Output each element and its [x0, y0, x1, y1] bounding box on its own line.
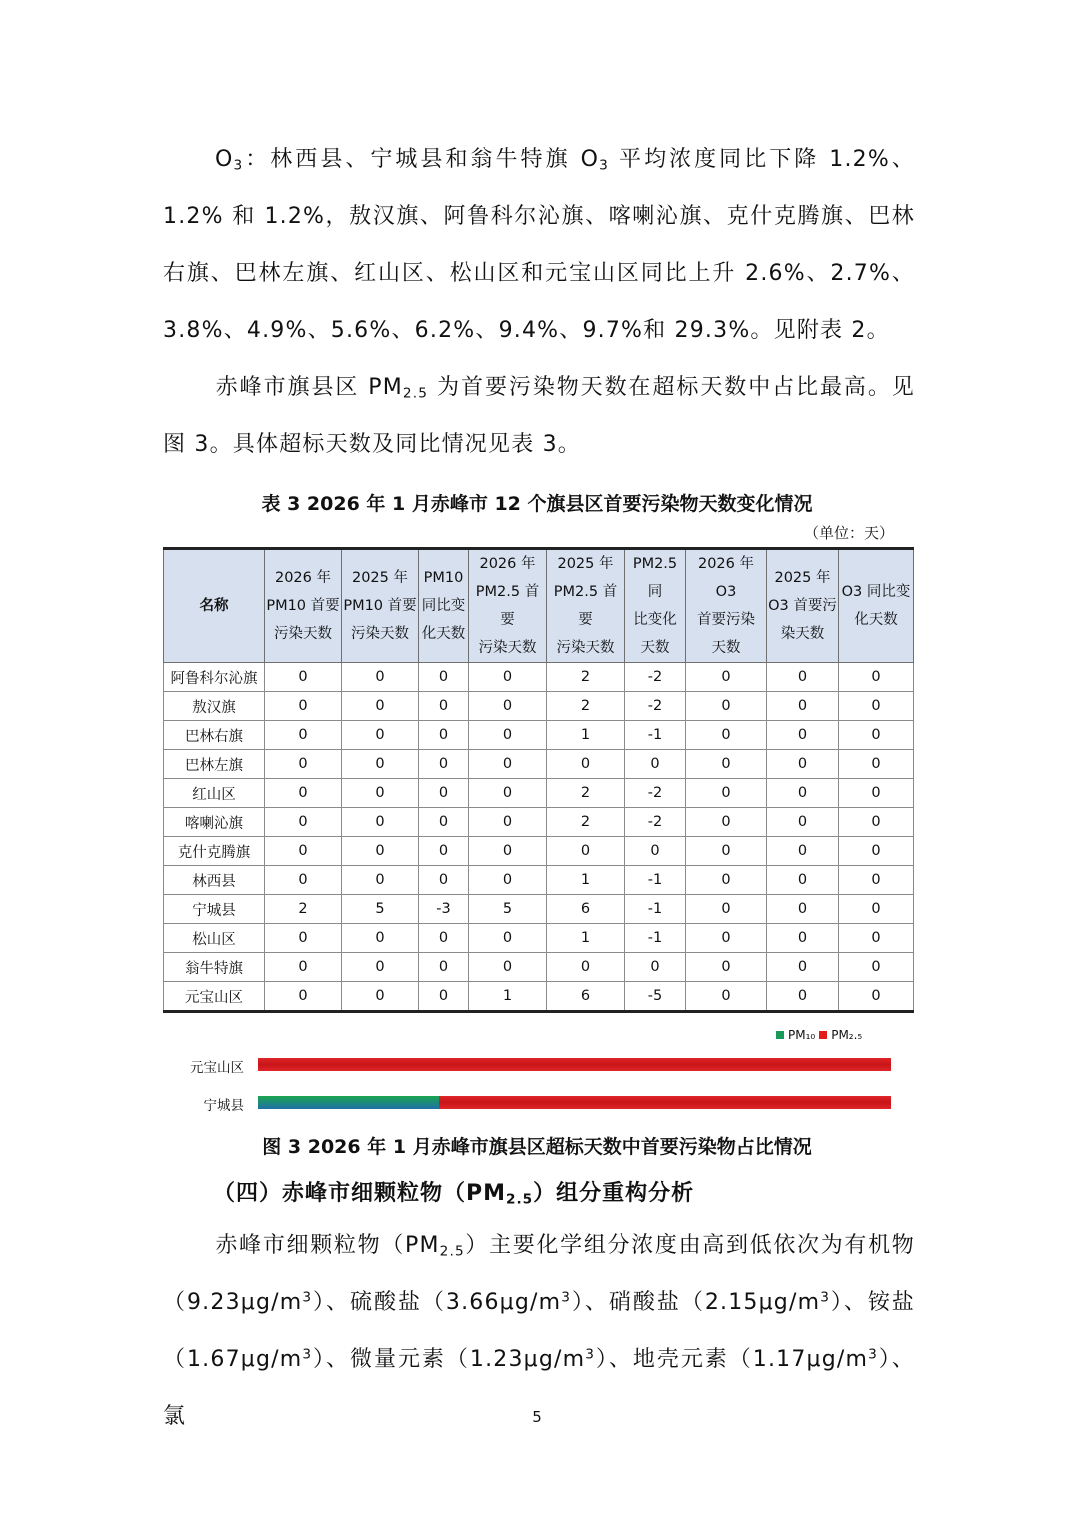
- table-row: [164, 837, 914, 866]
- header-col-4: 2026 年 PM2.5 首要 污染天数: [469, 549, 547, 663]
- table-cell: 0: [767, 895, 839, 924]
- table-unit: （单位：天）: [803, 524, 894, 542]
- table-cell: 0: [839, 808, 914, 837]
- table-cell: 0: [342, 982, 419, 1012]
- table-cell: 0: [767, 808, 839, 837]
- table-cell: 0: [342, 924, 419, 953]
- table-cell: 0: [839, 982, 914, 1012]
- bar-segment-pm25: [439, 1096, 891, 1109]
- table-row: [164, 924, 914, 953]
- row-name-cell: 松山区: [164, 924, 265, 953]
- header-col-5: 2025 年 PM2.5 首要 污染天数: [547, 549, 625, 663]
- table-cell: 0: [419, 692, 469, 721]
- table-cell: 0: [265, 953, 342, 982]
- table-cell: 2: [547, 808, 625, 837]
- table-cell: 0: [686, 779, 767, 808]
- table-cell: 0: [342, 779, 419, 808]
- table-cell: 0: [686, 663, 767, 692]
- table-body: [164, 663, 914, 1012]
- header-col-8: 2025 年 O3 首要污 染天数: [767, 549, 839, 663]
- table-cell: 0: [686, 692, 767, 721]
- table-cell: 0: [419, 779, 469, 808]
- pm25-paragraph: 赤峰市旗县区 $PM_{2.5}$ 为首要污染物天数在超标天数中占比最高。见图 3。具体超标天数及同比情况见表 3。: [163, 375, 915, 457]
- table-cell: 0: [419, 924, 469, 953]
- table-cell: 0: [265, 663, 342, 692]
- row-name-cell: 巴林左旗: [164, 750, 265, 779]
- table-cell: 0: [686, 721, 767, 750]
- table-cell: -2: [625, 808, 686, 837]
- table-cell: 1: [469, 982, 547, 1012]
- table-cell: 0: [839, 953, 914, 982]
- page-number: 5: [532, 1408, 542, 1426]
- table-cell: 1: [547, 721, 625, 750]
- bar-row: [258, 1096, 891, 1109]
- table-cell: 0: [469, 663, 547, 692]
- table-cell: 0: [839, 721, 914, 750]
- table-cell: 0: [686, 953, 767, 982]
- header-col-6: PM2.5 同 比变化 天数: [625, 549, 686, 663]
- table-row: [164, 953, 914, 982]
- table-cell: 0: [342, 953, 419, 982]
- table-cell: 0: [767, 837, 839, 866]
- header-col-9: O3 同比变 化天数: [839, 549, 914, 663]
- table-cell: -3: [419, 895, 469, 924]
- table-row: [164, 750, 914, 779]
- table-cell: 0: [767, 750, 839, 779]
- figure-caption: 图 3 2026 年 1 月赤峰市旗县区超标天数中首要污染物占比情况: [262, 1136, 812, 1158]
- table-cell: 0: [469, 808, 547, 837]
- table-cell: -2: [625, 692, 686, 721]
- table-cell: -1: [625, 895, 686, 924]
- table-cell: 0: [469, 953, 547, 982]
- table-cell: 0: [469, 924, 547, 953]
- table-cell: 0: [265, 982, 342, 1012]
- table-cell: 0: [839, 692, 914, 721]
- table-cell: 0: [469, 692, 547, 721]
- table-cell: 0: [419, 750, 469, 779]
- header-col-7: 2026 年 O3 首要污染 天数: [686, 549, 767, 663]
- table-cell: 0: [686, 837, 767, 866]
- table-cell: 2: [265, 895, 342, 924]
- table-cell: 0: [265, 750, 342, 779]
- table-cell: 0: [342, 663, 419, 692]
- table-cell: 0: [839, 866, 914, 895]
- table-cell: 0: [767, 866, 839, 895]
- table-cell: 0: [686, 808, 767, 837]
- table-cell: 0: [839, 924, 914, 953]
- table-cell: 0: [686, 750, 767, 779]
- table-row: [164, 808, 914, 837]
- table-cell: -1: [625, 924, 686, 953]
- table-cell: 0: [767, 692, 839, 721]
- table-cell: 0: [265, 924, 342, 953]
- table-cell: 2: [547, 663, 625, 692]
- table-cell: 0: [547, 953, 625, 982]
- row-name-cell: 红山区: [164, 779, 265, 808]
- bar-segment-pm25: [258, 1058, 891, 1071]
- pollutant-days-table: [163, 547, 914, 1013]
- row-name-cell: 林西县: [164, 866, 265, 895]
- o3-paragraph: $O_3$：林西县、宁城县和翁牛特旗 $O_3$ 平均浓度同比下降 1.2%、1.2% 和 1.2%，敖汉旗、阿鲁科尔沁旗、喀喇沁旗、克什克腾旗、巴林右旗、巴林左旗、红山区、松山区和元宝山区同比上升 2.6%、2.7%、3.8%、4.9%、5.6%、6.2%、9.4%、9.7%和 29.3%。见附表 2。: [163, 147, 915, 343]
- table-cell: -2: [625, 779, 686, 808]
- row-name-cell: 阿鲁科尔沁旗: [164, 663, 265, 692]
- table-cell: 0: [767, 982, 839, 1012]
- row-name-cell: 克什克腾旗: [164, 837, 265, 866]
- table-cell: -1: [625, 866, 686, 895]
- table-header-row: [164, 549, 914, 663]
- table-cell: 0: [839, 663, 914, 692]
- table-cell: 0: [686, 982, 767, 1012]
- table-cell: 0: [839, 750, 914, 779]
- table-row: [164, 982, 914, 1012]
- bar-label: 宁城县: [203, 1098, 244, 1114]
- table-cell: 0: [839, 895, 914, 924]
- table-row: [164, 895, 914, 924]
- component-paragraph: 赤峰市细颗粒物$(PM_{2.5})$主要化学组分浓度由高到低依次为有机物$(9.23\mu g/m^3)$、硫酸盐$(3.66\mu g/m^3)$、硝酸盐$(2.15\mu g/m^3)$、铵盐$(1.67\mu g/m^3)$、微量元素$(1.23\mu g/m^3)$、地壳元素$(1.17\mu g/m^3)$、氯: [163, 1233, 916, 1429]
- table-cell: 0: [265, 692, 342, 721]
- table-caption: 表 3 2026 年 1 月赤峰市 12 个旗县区首要污染物天数变化情况: [261, 493, 813, 515]
- table-cell: 0: [419, 982, 469, 1012]
- o3-sub: 3: [599, 157, 610, 174]
- table-cell: -2: [625, 663, 686, 692]
- table-cell: 2: [547, 692, 625, 721]
- table-cell: 0: [419, 663, 469, 692]
- row-name-cell: 巴林右旗: [164, 721, 265, 750]
- bar-row: [258, 1058, 891, 1071]
- table-row: [164, 692, 914, 721]
- header-col-1: 2026 年 PM10 首要 污染天数: [265, 549, 342, 663]
- chart-legend: [776, 1028, 862, 1042]
- table-cell: 0: [342, 692, 419, 721]
- table-cell: 0: [342, 837, 419, 866]
- table-cell: 5: [342, 895, 419, 924]
- table-cell: 0: [265, 808, 342, 837]
- table-cell: 0: [419, 837, 469, 866]
- table-cell: 1: [547, 866, 625, 895]
- table-cell: 0: [342, 808, 419, 837]
- table-cell: 6: [547, 895, 625, 924]
- table-cell: 0: [625, 837, 686, 866]
- table-cell: 0: [469, 750, 547, 779]
- table-cell: 0: [767, 779, 839, 808]
- table-cell: 0: [469, 779, 547, 808]
- legend-swatch-pm10: [776, 1031, 784, 1039]
- table-cell: 0: [547, 837, 625, 866]
- table-row: [164, 779, 914, 808]
- section-heading: （四）赤峰市细颗粒物$(PM_{2.5})$组分重构分析: [213, 1181, 695, 1208]
- header-name: 名称: [164, 549, 265, 663]
- table-cell: 0: [767, 953, 839, 982]
- table-cell: 0: [265, 721, 342, 750]
- bar-label: 元宝山区: [190, 1060, 244, 1076]
- table-cell: 0: [419, 721, 469, 750]
- table-row: [164, 721, 914, 750]
- header-col-3: PM10 同比变 化天数: [419, 549, 469, 663]
- table-cell: 0: [625, 953, 686, 982]
- table-cell: 0: [265, 837, 342, 866]
- bar-segment-pm10: [258, 1096, 439, 1109]
- table-cell: 0: [419, 953, 469, 982]
- table-cell: 0: [625, 750, 686, 779]
- table-cell: 0: [469, 866, 547, 895]
- table-cell: 0: [419, 866, 469, 895]
- table-cell: -5: [625, 982, 686, 1012]
- table-row: [164, 866, 914, 895]
- table-cell: 0: [767, 721, 839, 750]
- table-cell: 0: [767, 924, 839, 953]
- table-cell: 0: [839, 779, 914, 808]
- row-name-cell: 宁城县: [164, 895, 265, 924]
- table-cell: 2: [547, 779, 625, 808]
- table-cell: 0: [686, 924, 767, 953]
- table-cell: 0: [265, 779, 342, 808]
- table-cell: 0: [419, 808, 469, 837]
- table-cell: 0: [342, 866, 419, 895]
- table-cell: 0: [839, 837, 914, 866]
- table-cell: 0: [469, 721, 547, 750]
- table-cell: 5: [469, 895, 547, 924]
- table-cell: 0: [686, 895, 767, 924]
- table-cell: 6: [547, 982, 625, 1012]
- table-cell: 1: [547, 924, 625, 953]
- table-row: [164, 663, 914, 692]
- table-cell: -1: [625, 721, 686, 750]
- legend-label-pm10: PM₁₀: [788, 1028, 816, 1042]
- legend-label-pm25: PM₂.₅: [831, 1028, 863, 1042]
- table-cell: 0: [265, 866, 342, 895]
- header-col-2: 2025 年 PM10 首要 污染天数: [342, 549, 419, 663]
- table-cell: 0: [547, 750, 625, 779]
- table-cell: 0: [767, 663, 839, 692]
- legend-swatch-pm25: [819, 1031, 827, 1039]
- row-name-cell: 元宝山区: [164, 982, 265, 1012]
- table-cell: 0: [469, 837, 547, 866]
- table-cell: 0: [686, 866, 767, 895]
- table-cell: 0: [342, 721, 419, 750]
- table-cell: 0: [342, 750, 419, 779]
- row-name-cell: 敖汉旗: [164, 692, 265, 721]
- row-name-cell: 喀喇沁旗: [164, 808, 265, 837]
- row-name-cell: 翁牛特旗: [164, 953, 265, 982]
